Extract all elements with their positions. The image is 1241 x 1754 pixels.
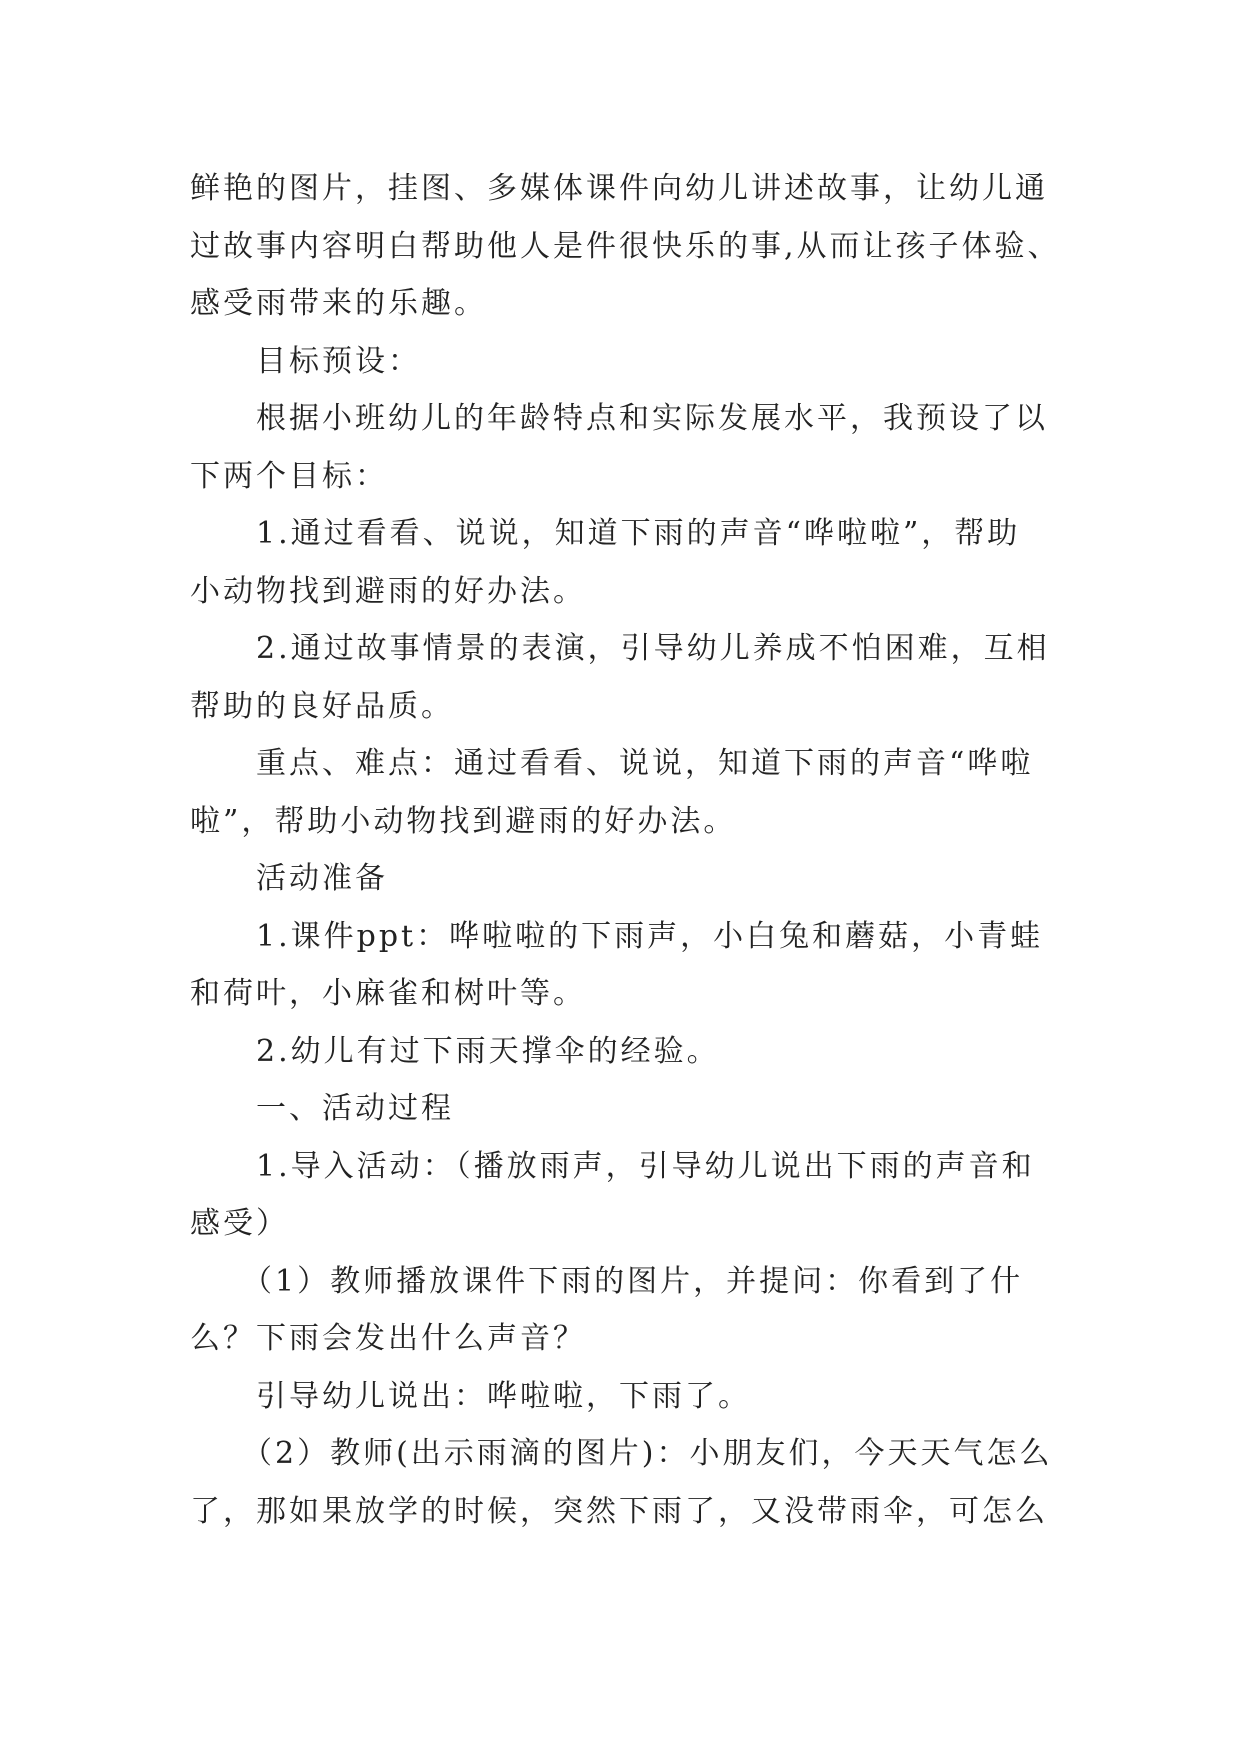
key-points: 重点、难点：通过看看、说说，知道下雨的声音“哗啦 <box>256 746 1034 781</box>
text-line: 了，那如果放学的时候，突然下雨了，又没带雨伞，可怎么 <box>190 1493 1048 1529</box>
document-body <box>190 160 1090 1540</box>
text-line: 帮助的良好品质。 <box>190 688 454 724</box>
sub-item-2: （2）教师(出示雨滴的图片)：小朋友们，今天天气怎么 <box>242 1436 1053 1471</box>
text-line: 鲜艳的图片，挂图、多媒体课件向幼儿讲述故事，让幼儿通 <box>190 171 1048 206</box>
list-item-process-1: 1.导入活动：（播放雨声，引导幼儿说出下雨的声音和 <box>256 1148 1035 1184</box>
text-line: 感受） <box>190 1206 289 1241</box>
text-line: 和荷叶，小麻雀和树叶等。 <box>190 976 586 1011</box>
text-line: 小动物找到避雨的好办法。 <box>190 573 586 609</box>
text-line: 根据小班幼儿的年龄特点和实际发展水平，我预设了以 <box>256 401 1048 436</box>
list-item-goal-1: 1.通过看看、说说，知道下雨的声音“哗啦啦”，帮助 <box>256 516 1021 551</box>
section-heading-goals: 目标预设： <box>256 343 421 379</box>
text-line: 啦”，帮助小动物找到避雨的好办法。 <box>190 803 737 839</box>
text-line: 感受雨带来的乐趣。 <box>190 286 487 321</box>
sub-item-1: （1）教师播放课件下雨的图片，并提问：你看到了什 <box>242 1263 1024 1299</box>
text-line: 么？下雨会发出什么声音？ <box>190 1321 586 1356</box>
text-line: 引导幼儿说出：哗啦啦，下雨了。 <box>256 1378 751 1414</box>
list-item-goal-2: 2.通过故事情景的表演，引导幼儿养成不怕困难，互相 <box>256 631 1050 666</box>
section-heading-preparation: 活动准备 <box>256 861 388 896</box>
list-item-prep-2: 2.幼儿有过下雨天撑伞的经验。 <box>256 1033 720 1069</box>
list-item-prep-1: 1.课件ppt：哗啦啦的下雨声，小白兔和蘑菇，小青蛙 <box>256 918 1044 954</box>
text-line: 下两个目标： <box>190 458 388 494</box>
text-line: 过故事内容明白帮助他人是件很快乐的事,从而让孩子体验、 <box>190 228 1061 264</box>
section-heading-process: 一、活动过程 <box>256 1091 454 1126</box>
